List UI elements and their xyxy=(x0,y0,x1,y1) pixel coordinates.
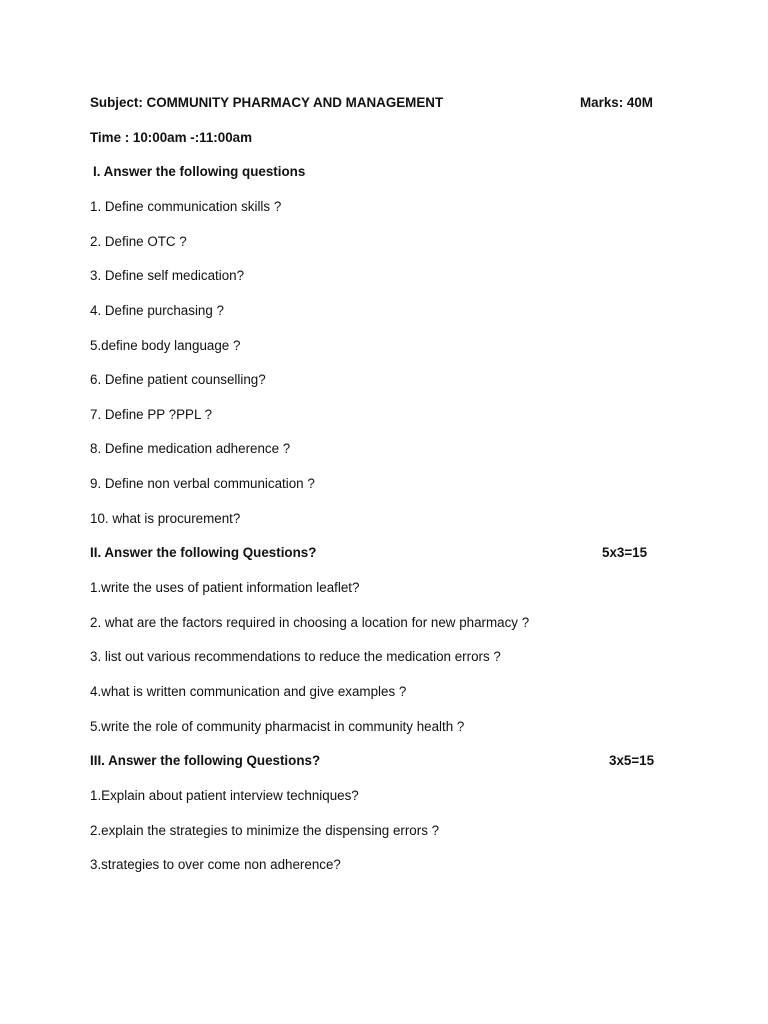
section3-heading: III. Answer the following Questions? xyxy=(90,753,321,768)
section1-question: 4. Define purchasing ? xyxy=(90,303,224,318)
section2-heading: II. Answer the following Questions? xyxy=(90,545,317,560)
section1-question: 10. what is procurement? xyxy=(90,511,241,526)
section3-question: 2.explain the strategies to minimize the dispensing errors ? xyxy=(90,823,440,838)
time-line: Time : 10:00am -:11:00am xyxy=(90,130,253,145)
section2-question: 5.write the role of community pharmacist in community health ? xyxy=(90,719,465,734)
section3-marks: 3x5=15 xyxy=(609,753,655,768)
section1-question: 2. Define OTC ? xyxy=(90,234,187,249)
section1-question: 9. Define non verbal communication ? xyxy=(90,476,315,491)
section1-question: 8. Define medication adherence ? xyxy=(90,441,291,456)
section1-question: 3. Define self medication? xyxy=(90,268,245,283)
section1-heading: I. Answer the following questions xyxy=(93,164,306,179)
section2-question: 1.write the uses of patient information leaflet? xyxy=(90,580,360,595)
section2-question: 4.what is written communication and give examples ? xyxy=(90,684,407,699)
section1-question: 6. Define patient counselling? xyxy=(90,372,266,387)
section2-marks: 5x3=15 xyxy=(602,545,648,560)
section1-question: 1. Define communication skills ? xyxy=(90,199,282,214)
section1-question: 5.define body language ? xyxy=(90,338,241,353)
total-marks: Marks: 40M xyxy=(580,95,653,110)
section3-question: 1.Explain about patient interview techniques? xyxy=(90,788,359,803)
section2-question: 2. what are the factors required in choosing a location for new pharmacy ? xyxy=(90,615,530,630)
section3-question: 3.strategies to over come non adherence? xyxy=(90,857,341,872)
subject-line: Subject: COMMUNITY PHARMACY AND MANAGEMENT xyxy=(90,95,444,110)
section2-question: 3. list out various recommendations to reduce the medication errors ? xyxy=(90,649,501,664)
section1-question: 7. Define PP ?PPL ? xyxy=(90,407,213,422)
